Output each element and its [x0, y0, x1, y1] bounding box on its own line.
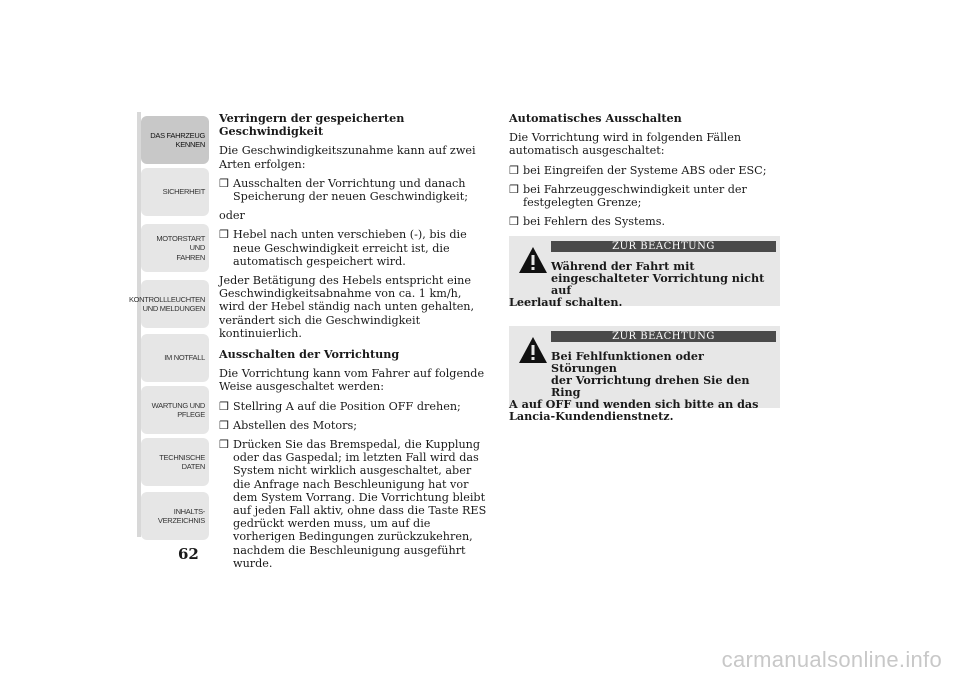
checkbox-bullet-icon: ❒	[219, 228, 229, 242]
list-item	[219, 177, 489, 203]
list-item-text: Hebel nach unten verschieben (-), bis die neue Geschwindigkeit erreicht ist, die automatisch gespeichert wird.	[233, 228, 467, 268]
paragraph: Die Vorrichtung wird in folgenden Fällen automatisch ausgeschaltet:	[509, 131, 742, 158]
warning-triangle-icon	[518, 336, 548, 364]
tab-label: DATEN	[181, 462, 205, 471]
tab-label: SICHERHEIT	[162, 187, 205, 197]
warning-text: der Vorrichtung drehen Sie den Ring	[551, 373, 750, 399]
paragraph: Jeder Betätigung des Hebels entspricht eine Geschwindigkeitsabnahme von ca. 1 km/h, wird der Hebel ständig nach unten gehalten, verändert sich die Geschwindigkeit kontinuierlich.	[219, 274, 475, 340]
list-item	[219, 228, 489, 268]
checkbox-bullet-icon: ❒	[219, 176, 229, 190]
checkbox-bullet-icon: ❒	[509, 215, 519, 229]
list-item-text: bei Eingreifen der Systeme ABS oder ESC;	[523, 163, 767, 177]
warning-box	[509, 326, 780, 423]
checkbox-bullet-icon: ❒	[509, 163, 519, 177]
paragraph: Die Geschwindigkeitszunahme kann auf zwei Arten erfolgen:	[219, 144, 476, 171]
list-item	[509, 183, 779, 209]
list-item-text: bei Fahrzeuggeschwindigkeit unter der festgelegten Grenze;	[523, 182, 747, 210]
tab-wartung-und-pflege[interactable]	[141, 386, 209, 434]
tab-label: KENNEN	[175, 140, 205, 149]
list-item	[219, 419, 489, 432]
tab-motorstart-und-fahren[interactable]	[141, 224, 209, 272]
tab-label: WARTUNG UND	[151, 400, 205, 410]
tab-label: FAHREN	[176, 252, 205, 262]
warning-text: A auf OFF und wenden sich bitte an das Lancia-Kundendienstnetz.	[509, 397, 759, 423]
checkbox-bullet-icon: ❒	[509, 182, 519, 196]
checkbox-bullet-icon: ❒	[219, 399, 229, 413]
list-item-text: Drücken Sie das Bremspedal, die Kupplung oder das Gaspedal; im letzten Fall wird das System nicht wirklich ausgeschaltet, aber die Anfrage nach Beschleunigung hat vor dem System Vorrang. Die Vorrichtung bleibt auf jeden Fall aktiv, ohne dass die Taste RES gedrückt werden muss, um auf die vorherigen Bedingungen zurückzukehren, nachdem die Beschleunigung ausgeführt wurde.	[233, 438, 487, 570]
warning-text: Während der Fahrt mit	[551, 259, 695, 273]
list-item	[219, 400, 489, 413]
list-item-text: Ausschalten der Vorrichtung und danach Speicherung der neuen Geschwindigkeit;	[233, 176, 468, 204]
tab-sicherheit[interactable]	[141, 168, 209, 216]
list-item-text: bei Fehlern des Systems.	[523, 215, 666, 229]
list-item-text: Stellring A auf die Position OFF drehen;	[233, 399, 461, 413]
section-heading: Automatisches Ausschalten	[509, 111, 682, 125]
right-column	[509, 112, 779, 234]
tab-label: TECHNISCHE	[159, 452, 205, 462]
tab-label: UND MELDUNGEN	[142, 304, 205, 313]
watermark: carmanualsonline.info	[721, 647, 942, 672]
checkbox-bullet-icon: ❒	[219, 438, 229, 452]
warning-triangle-icon	[518, 246, 548, 274]
checkbox-bullet-icon: ❒	[219, 418, 229, 432]
tab-label: IM NOTFALL	[164, 353, 205, 363]
tab-label: PFLEGE	[177, 410, 205, 419]
tab-label: MOTORSTART UND	[156, 233, 205, 253]
list-item-text: Abstellen des Motors;	[233, 418, 357, 432]
warning-text: Leerlauf schalten.	[509, 295, 623, 309]
tab-kontrollleuchten[interactable]	[128, 280, 209, 328]
section-heading: Ausschalten der Vorrichtung	[219, 347, 400, 362]
list-item	[219, 438, 489, 570]
list-item	[509, 215, 779, 228]
tab-inhaltsverzeichnis[interactable]	[141, 492, 209, 540]
tab-im-notfall[interactable]	[141, 334, 209, 382]
tab-technische-daten[interactable]	[141, 438, 209, 486]
warning-title: ZUR BEACHTUNG	[551, 331, 776, 342]
warning-box	[509, 236, 780, 309]
left-column	[219, 112, 489, 576]
tab-label: VERZEICHNIS	[157, 516, 205, 525]
tab-label: INHALTS-	[173, 506, 205, 516]
tab-label: KONTROLLLEUCHTEN	[128, 294, 205, 304]
page-number: 62	[178, 545, 199, 563]
warning-title: ZUR BEACHTUNG	[551, 241, 776, 252]
tab-das-fahrzeug-kennen[interactable]	[141, 116, 209, 164]
warning-text: eingeschalteter Vorrichtung nicht auf	[551, 271, 765, 297]
paragraph: Die Vorrichtung kann vom Fahrer auf folgende Weise ausgeschaltet werden:	[219, 367, 485, 394]
section-heading: Verringern der gespeicherten Geschwindigkeit	[219, 111, 405, 139]
paragraph: oder	[219, 209, 245, 223]
tab-label: DAS FAHRZEUG	[150, 130, 205, 140]
list-item	[509, 164, 779, 177]
warning-text: Bei Fehlfunktionen oder Störungen	[551, 349, 704, 375]
